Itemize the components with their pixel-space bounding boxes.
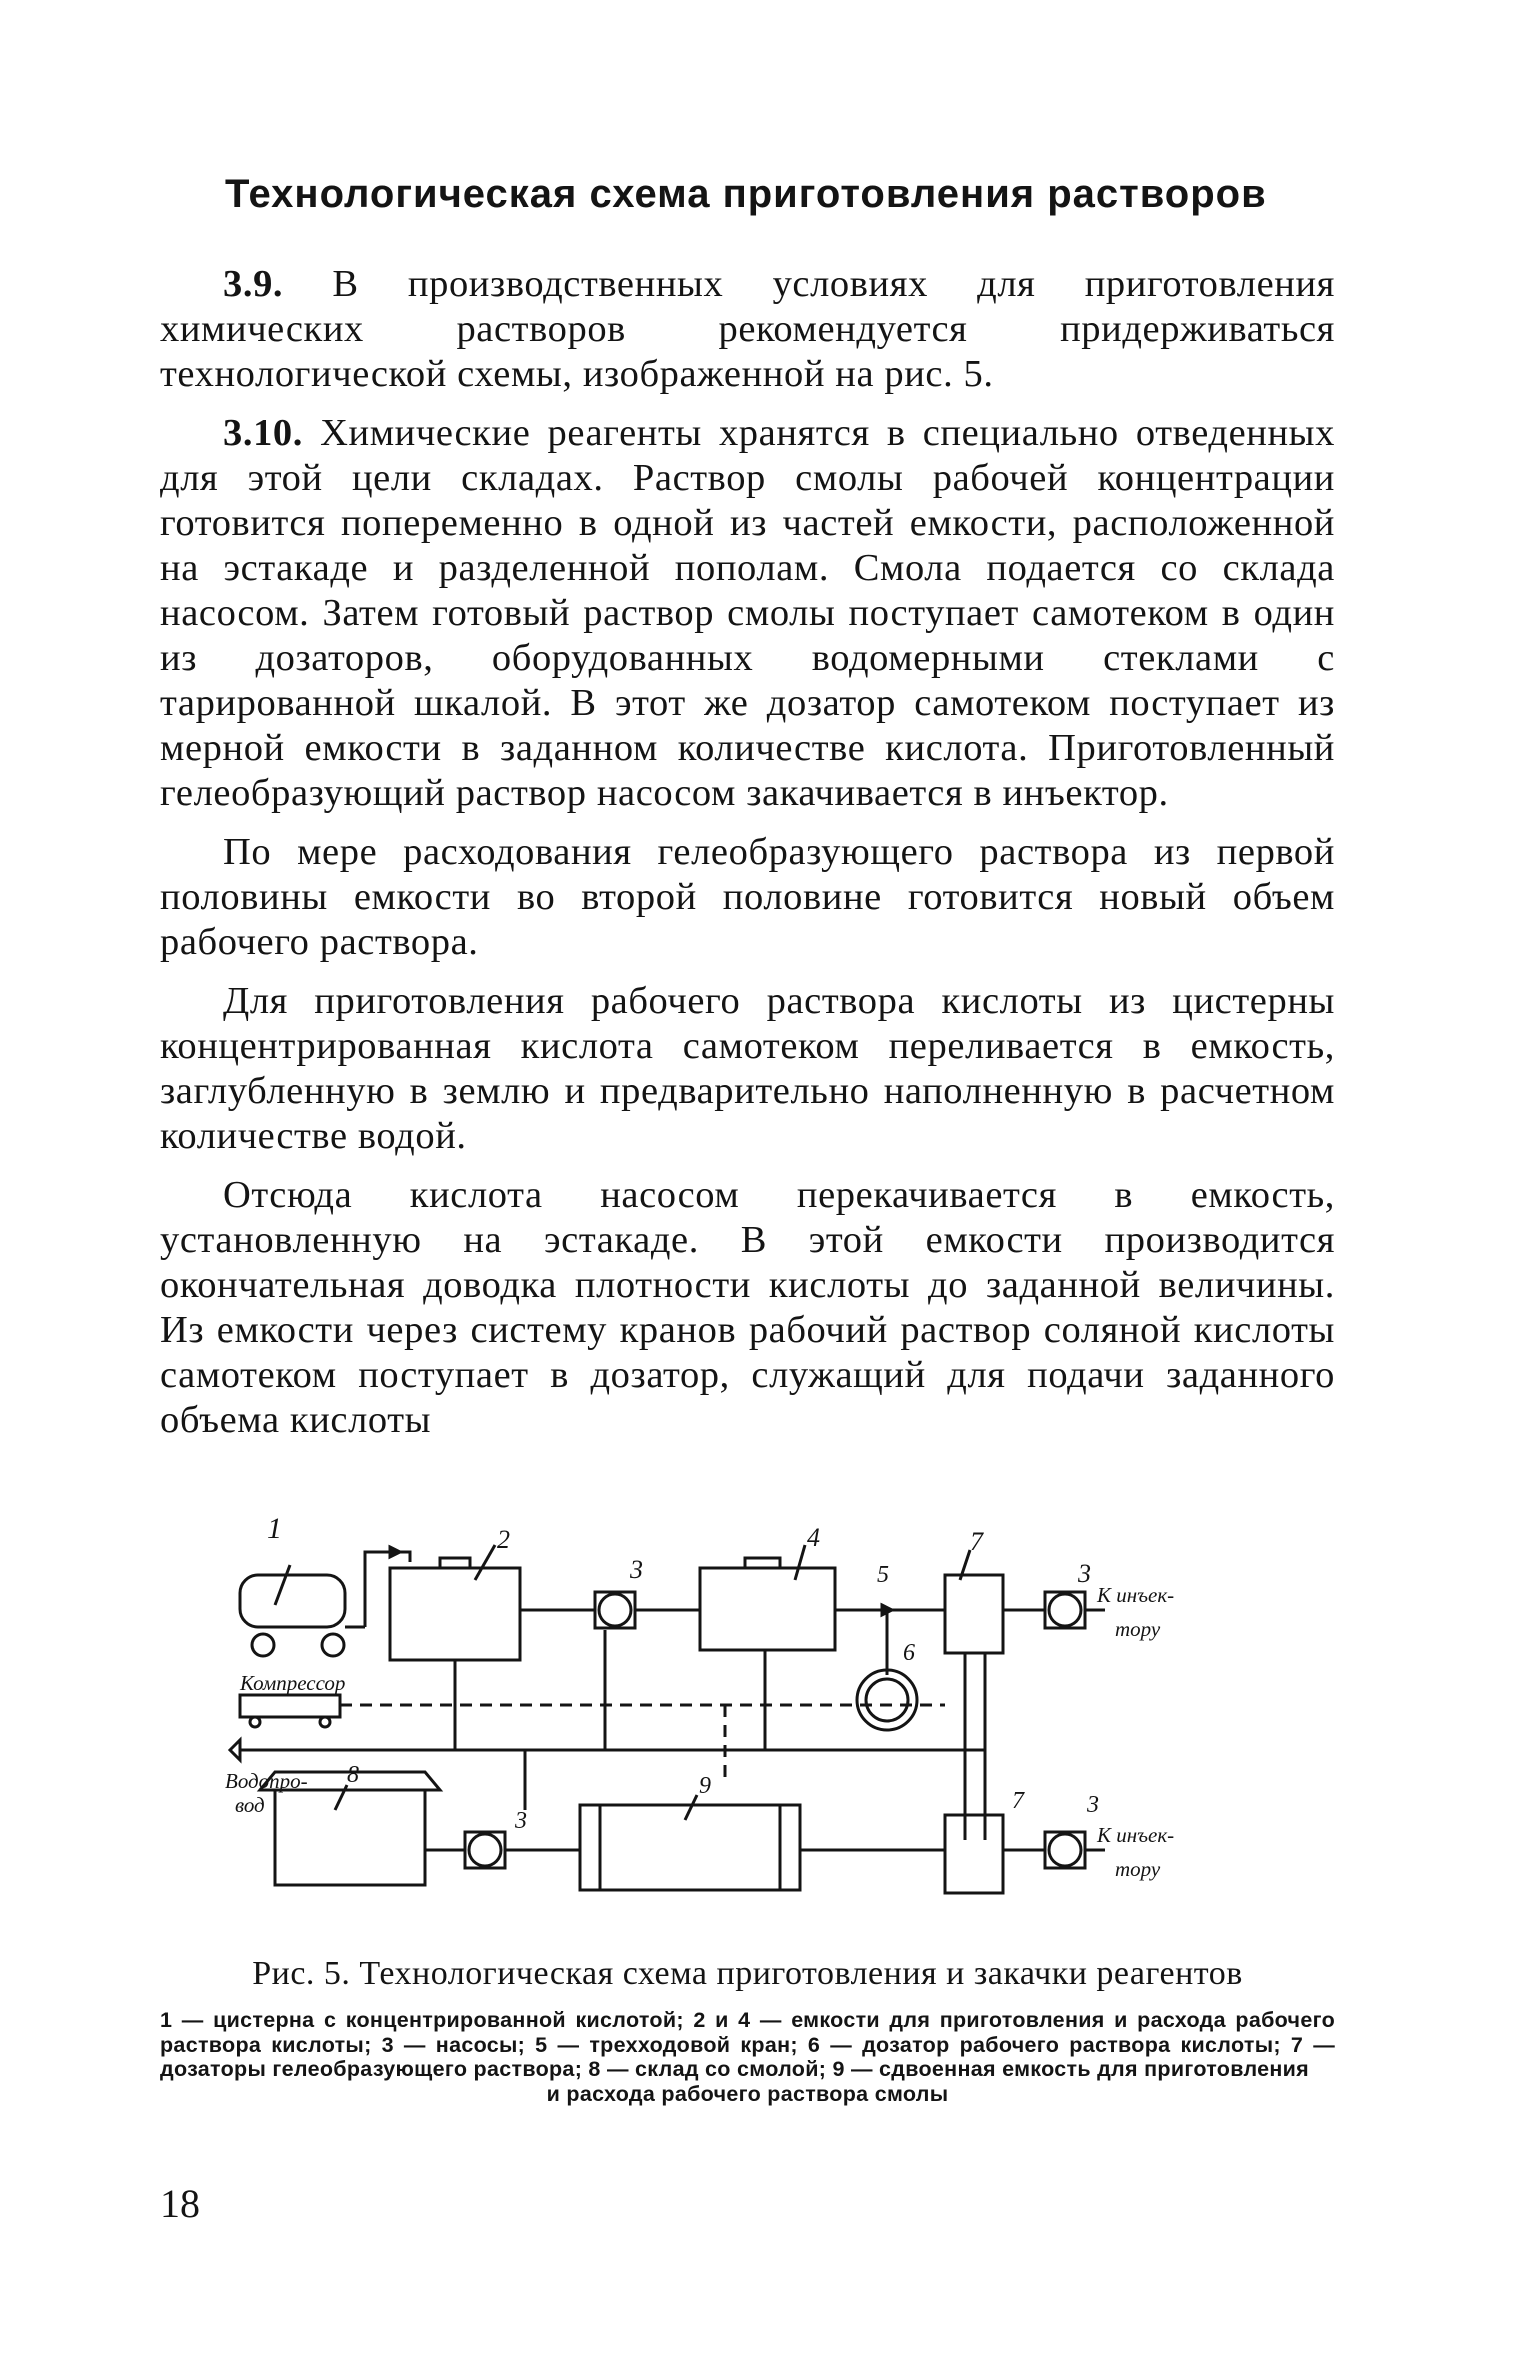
label-7: 7 [1012, 1788, 1024, 1814]
paragraph-number: 3.9. [223, 263, 284, 305]
paragraph [160, 830, 1335, 965]
pump [469, 1834, 501, 1866]
compressor [240, 1695, 340, 1717]
figure-legend [160, 2008, 1335, 2106]
label-to-injector-1b: тору [1115, 1617, 1161, 1641]
paragraph-text: По мере расходования гелеобразующего раствора из первой половины емкости во второй половине готовится новый объем рабочего раствора. [160, 831, 1335, 963]
paragraph-number: 3.10. [223, 412, 303, 454]
process-diagram-svg [225, 1510, 1315, 1940]
paragraph-text: Для приготовления рабочего раствора кислоты из цистерны концентрированная кислота самотеком переливается в емкость, заглубленную в землю и предварительно наполненную в расчетном количестве водой. [160, 980, 1335, 1157]
section-title: Технологическая схема приготовления растворов [225, 172, 1267, 216]
label-water-1: Водопро- [225, 1769, 308, 1793]
pump-frame [1045, 1592, 1085, 1628]
label-3: 3 [1078, 1559, 1091, 1588]
label-5: 5 [877, 1562, 889, 1588]
label-3: 3 [515, 1808, 527, 1834]
label-3: 3 [1087, 1792, 1099, 1818]
water-inlet [230, 1740, 240, 1760]
gel-dozer-7-bottom [945, 1815, 1003, 1893]
label-4: 4 [807, 1523, 820, 1552]
label-6: 6 [903, 1640, 915, 1666]
leader-line [475, 1545, 495, 1580]
label-compressor: Компрессор [240, 1671, 346, 1695]
page-number: 18 [160, 2181, 200, 2226]
resin-double-tank-9 [580, 1805, 800, 1890]
pump-frame [595, 1592, 635, 1628]
resin-store-8 [275, 1790, 425, 1885]
pump [599, 1594, 631, 1626]
tank-hatch [440, 1558, 470, 1568]
pump [1049, 1834, 1081, 1866]
leader-line [795, 1545, 805, 1580]
label-to-injector-1a: К инъек- [1097, 1583, 1175, 1607]
legend-text-last: и расхода рабочего раствора смолы [546, 2081, 949, 2106]
paragraph-3-9 [160, 262, 1335, 397]
compressor-wheel [320, 1717, 330, 1727]
tank-hatch [745, 1558, 780, 1568]
paragraph [160, 1173, 1335, 1443]
acid-tank-4 [700, 1568, 835, 1650]
process-diagram [225, 1510, 1315, 1940]
label-to-injector-2a: К инъек- [1097, 1823, 1175, 1847]
label-2: 2 [497, 1525, 510, 1554]
acid-tank-truck [240, 1565, 365, 1656]
paragraph-text: Отсюда кислота насосом перекачивается в емкость, установленную на эстакаде. В этой емкости производится окончательная доводка плотности кислоты до заданной величины. Из емкости через систему кранов рабочий раствор соляной кислоты самотеком поступает в дозатор, служащий для подачи заданного объема кислоты [160, 1174, 1335, 1441]
figure-caption: Рис. 5. Технологическая схема приготовления и закачки реагентов [252, 1955, 1243, 1992]
leader-line [685, 1795, 697, 1820]
paragraph-text: Химические реагенты хранятся в специально отведенных для этой цели складах. Раствор смолы рабочей концентрации готовится попеременно в одной из частей емкости, расположенной на эстакаде и разделенной пополам. Смола подается со склада насосом. Затем готовый раствор смолы поступает самотеком в один из дозаторов, оборудованных водомерными стеклами с тарированной шкалой. В этот же дозатор самотеком поступает из мерной емкости в заданном количестве кислота. Приготовленный гелеобразующий раствор насосом закачивается в инъектор. [160, 412, 1335, 814]
legend-text: 1 — цистерна с концентрированной кислотой; 2 и 4 — емкости для приготовления и расхода рабочего раствора кислоты; 3 — насосы; 5 — трехходовой кран; 6 — дозатор рабочего раствора кислоты; 7 — дозаторы гелеобразующего раствора; 8 — склад со смолой; 9 — сдвоенная емкость для приготовления [160, 2008, 1335, 2081]
label-3: 3 [630, 1555, 643, 1584]
flow-arrow [390, 1547, 400, 1557]
pump-frame [465, 1832, 505, 1868]
label-7: 7 [970, 1527, 983, 1556]
label-8: 8 [347, 1762, 359, 1788]
paragraph [160, 979, 1335, 1159]
label-to-injector-2b: тору [1115, 1857, 1161, 1881]
acid-dozer-inner [866, 1679, 908, 1721]
label-water-2: вод [235, 1793, 265, 1817]
label-1: 1 [267, 1512, 282, 1545]
body-text [160, 262, 1335, 1457]
pump [1049, 1594, 1081, 1626]
pump-frame [1045, 1832, 1085, 1868]
compressor-wheel [250, 1717, 260, 1727]
gel-dozer-7-top [945, 1575, 1003, 1653]
paragraph-text: В производственных условиях для приготовления химических растворов рекомендуется придерживаться технологической схемы, изображенной на рис. 5. [160, 263, 1335, 395]
acid-tank-2 [390, 1568, 520, 1660]
paragraph-3-10 [160, 411, 1335, 816]
label-9: 9 [699, 1773, 711, 1799]
